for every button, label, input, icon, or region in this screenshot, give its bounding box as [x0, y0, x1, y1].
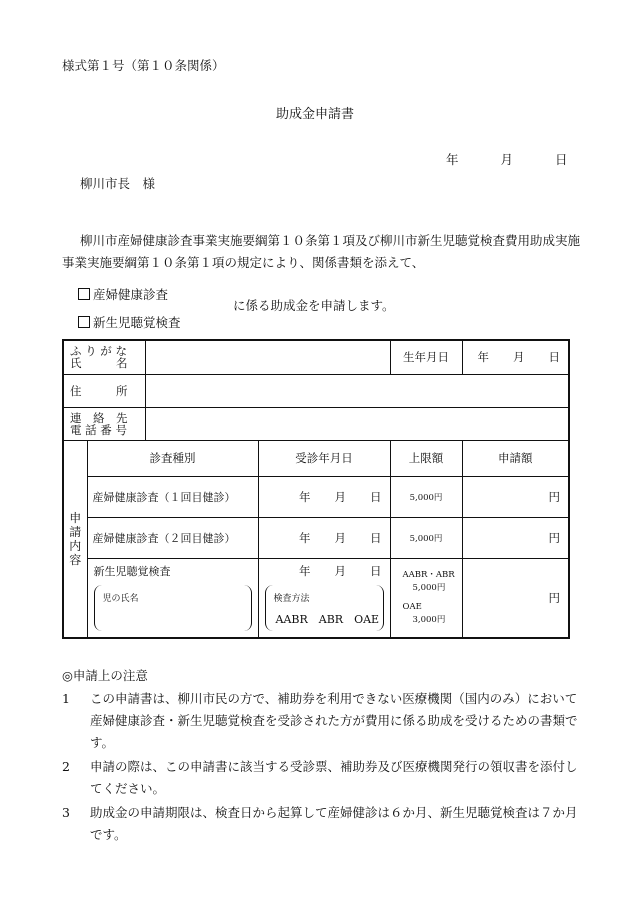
child-name-label: 児の氏名 [102, 593, 139, 604]
address-label: 住 所 [63, 374, 145, 407]
header-exam-type: 診査種別 [87, 440, 258, 476]
newborn-exam-cell [87, 558, 258, 638]
header-amount: 申請額 [462, 440, 569, 476]
birthdate-input[interactable] [462, 340, 569, 374]
checkbox-label: 新生児聴覚検査 [93, 315, 181, 330]
header-limit: 上限額 [390, 440, 462, 476]
exam-date-input[interactable]: 年 月 日 [258, 517, 390, 558]
amount-input[interactable]: 円 [462, 476, 569, 517]
table-row-newborn [63, 558, 569, 638]
checkbox-maternal[interactable] [78, 285, 168, 303]
table-row [63, 517, 569, 558]
name-input[interactable] [145, 340, 390, 374]
birthdate-label: 生年月日 [390, 340, 462, 374]
birthdate-ymd [463, 349, 569, 365]
exam-date-input[interactable]: 年 月 日 [258, 476, 390, 517]
furigana-label: ふ り が な [70, 344, 127, 359]
amount-input[interactable]: 円 [462, 517, 569, 558]
date-year-label: 年 [446, 152, 459, 167]
phone-input[interactable] [145, 407, 569, 440]
notes-heading: ◎申請上の注意 [62, 668, 148, 683]
exam-date-input[interactable]: 年 月 日 [299, 563, 382, 578]
body-text: 柳川市産婦健康診査事業実施要綱第１０条第１項及び柳川市新生児聴覚検査費用助成実施事業実施要綱第１０条第１項の規定により、関係書類を添えて、 [62, 233, 581, 270]
exam-type: 新生児聴覚検査 [93, 564, 171, 578]
limit-amount: 5,000円 [390, 476, 462, 517]
amount-input[interactable]: 円 [462, 558, 569, 638]
birthdate-year: 年 [477, 350, 489, 365]
child-name-field[interactable] [94, 585, 252, 631]
birthdate-month: 月 [513, 350, 525, 365]
checkbox-label: 産婦健康診査 [93, 287, 169, 302]
date-day-label: 日 [554, 152, 568, 167]
application-table [62, 339, 570, 639]
table-row [63, 476, 569, 517]
phone-label: 電 話 番 号 [70, 422, 127, 437]
addressee: 柳川市長 様 [80, 176, 156, 191]
page-title: 助成金申請書 [275, 107, 354, 122]
test-method-field[interactable] [265, 585, 384, 631]
exam-type: 産婦健康診査（１回目健診） [87, 476, 258, 517]
note-item: 3 助成金の申請期限は、検査日から起算して産婦健診は６か月、新生児聴覚検査は７か月です。 [62, 805, 578, 842]
newborn-date-cell [258, 558, 390, 638]
newborn-limit-cell: AABR・ABR 5,000円 OAE 3,000円 [390, 558, 462, 638]
section-label: 申請内容 [63, 440, 87, 638]
form-number: 様式第１号（第１０条関係） [62, 58, 225, 73]
contact-label-cell [63, 407, 145, 440]
exam-type: 産婦健康診査（２回目健診） [87, 517, 258, 558]
limit-amount: 5,000円 [390, 517, 462, 558]
test-method-options: AABR ABR OAE [275, 612, 380, 626]
note-item: 2 申請の際は、この申請書に該当する受診票、補助券及び医療機関発行の領収書を添付してください。 [62, 759, 578, 796]
apply-text: に係る助成金を申請します。 [233, 298, 395, 313]
name-label-cell [63, 340, 145, 374]
address-input[interactable] [145, 374, 569, 407]
birthdate-day: 日 [548, 350, 560, 365]
note-item: 1 この申請書は、柳川市民の方で、補助券を利用できない医療機関（国内のみ）において産婦健康診査・新生児聴覚検査を受診された方が費用に係る助成を受けるための書類です。 [62, 691, 578, 750]
test-method-label: 検査方法 [273, 593, 310, 604]
checkbox-box[interactable] [78, 316, 90, 328]
name-label: 氏 名 [70, 356, 128, 371]
checkbox-box[interactable] [78, 288, 90, 300]
header-exam-date: 受診年月日 [258, 440, 390, 476]
contact-label: 連 絡 先 [70, 410, 128, 425]
date-month-label: 月 [500, 152, 513, 167]
checkbox-newborn[interactable] [78, 313, 181, 331]
application-date [446, 150, 567, 168]
